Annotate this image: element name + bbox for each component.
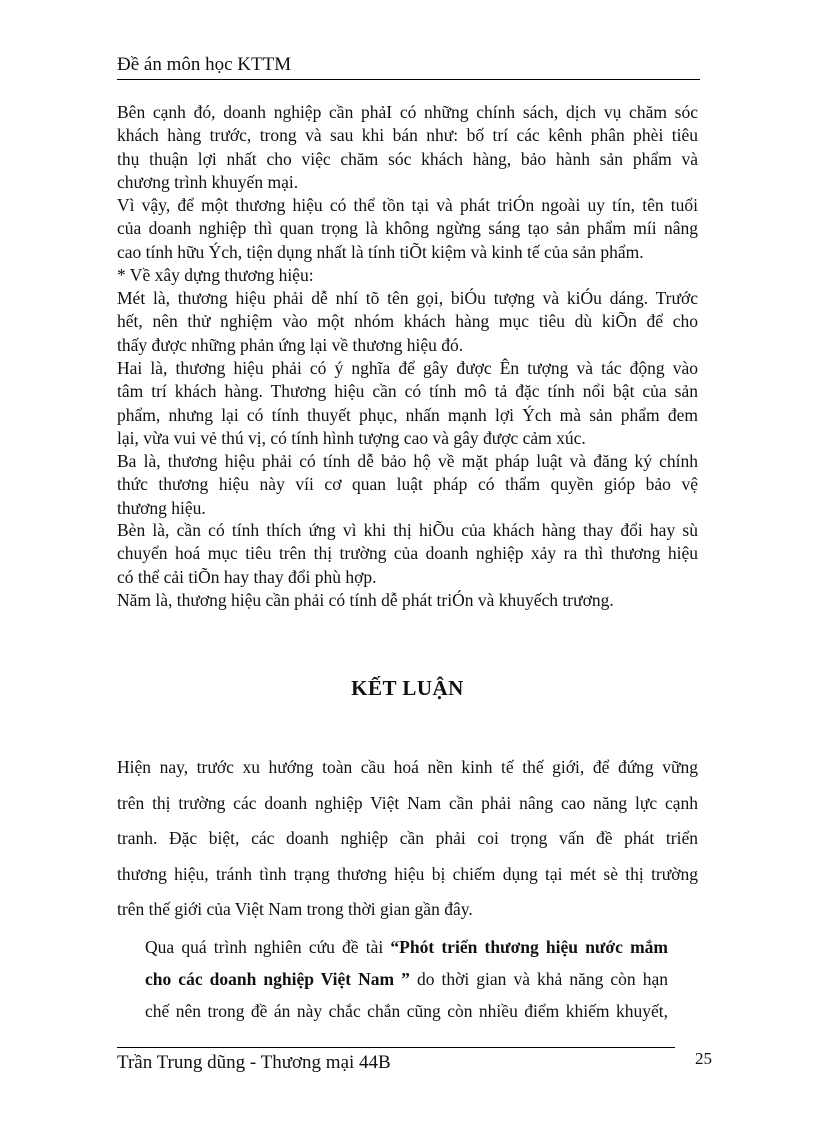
section-heading-brand-building — [117, 264, 698, 287]
paragraph-third — [117, 450, 698, 520]
text-line: hết, nên thử nghiệm vào một nhóm khách hàng mục tiêu dù kiÕn để cho — [117, 311, 698, 332]
text-line: có thể cải tiÕn hay thay đổi phù hợp. — [117, 566, 377, 587]
text-line: thức thương hiệu này víi cơ quan luật pháp có thẩm quyền gióp bảo vệ — [117, 474, 698, 495]
page-header: Đề án môn học KTTM — [117, 53, 700, 80]
text-line — [145, 931, 668, 963]
topic-title-part2: cho các doanh nghiệp Việt Nam ” — [145, 969, 410, 989]
text-run: do thời gian và khả năng còn hạn — [409, 969, 668, 989]
text-line: chương trình khuyến mại. — [117, 171, 299, 192]
text-line: khách hàng trước, trong và sau khi bán như: bố trí các kênh phân phèi tiêu — [117, 125, 698, 146]
text-line: Hiện nay, trước xu hướng toàn cầu hoá nền kinh tế thế giới, để đứng vững — [117, 757, 698, 777]
text-line: tâm trí khách hàng. Thương hiệu cần có tính mô tả đặc tính nổi bật của sản — [117, 381, 698, 402]
paragraph-fourth — [117, 519, 698, 589]
text-line: chế nên trong đề án này chắc chắn cũng còn nhiều điểm khiếm khuyết, — [145, 1001, 668, 1021]
text-line: tranh. Đặc biệt, các doanh nghiệp cần phải coi trọng vấn đề phát triển — [117, 828, 698, 848]
text-line: phẩm, nhưng lại có tính thuyết phục, nhấn mạnh lợi Ých mà sản phẩm đem — [117, 404, 698, 425]
conclusion-title: KẾT LUẬN — [351, 676, 464, 700]
text-run: Qua quá trình nghiên cứu đề tài — [145, 937, 391, 957]
footer-author: Trần Trung dũng - Thương mại 44B — [117, 1052, 391, 1073]
footer-divider — [117, 1047, 675, 1048]
text-line: thấy được những phản ứng lại về thương hiệu đó. — [117, 334, 464, 355]
conclusion-paragraph — [117, 750, 698, 928]
text-line: Bên cạnh đó, doanh nghiệp cần phảI có những chính sách, dịch vụ chăm sóc — [117, 102, 698, 122]
text-line: lại, vừa vui vẻ thú vị, có tính hình tượng cao và gây được cảm xúc. — [117, 427, 586, 448]
text-line: cao tính hữu Ých, tiện dụng nhất là tính tiÕt kiệm và kinh tế của sản phẩm. — [117, 241, 644, 262]
paragraph-second — [117, 357, 698, 450]
text-line: trên thị trường các doanh nghiệp Việt Nam cần phải nâng cao năng lực cạnh — [117, 792, 698, 813]
paragraph-brand-survival — [117, 194, 698, 264]
paragraph-first — [117, 287, 698, 357]
conclusion-paragraph-2 — [145, 931, 668, 1027]
page-number: 25 — [695, 1049, 712, 1068]
text-line: thương hiệu. — [117, 497, 206, 518]
text-line: Năm là, thương hiệu cần phải có tính dễ phát triÓn và khuyếch trương. — [117, 590, 614, 610]
text-line: Vì vậy, để một thương hiệu có thể tồn tại và phát triÓn ngoài uy tín, tên tuổi — [117, 195, 698, 215]
paragraph-customer-care — [117, 101, 698, 194]
text-line — [145, 963, 668, 995]
text-line: trên thế giới của Việt Nam trong thời gian gần đây. — [117, 899, 473, 919]
text-line: của doanh nghiệp thì quan trọng là không ngừng sáng tạo sản phẩm míi nâng — [117, 218, 698, 239]
text-line: thụ thuận lợi nhất cho việc chăm sóc khách hàng, bảo hành sản phẩm và — [117, 148, 698, 169]
text-line: Ba là, thương hiệu phải có tính dễ bảo hộ về mặt pháp luật và đăng ký chính — [117, 451, 698, 471]
text-line: chuyển hoá mục tiêu trên thị trường của doanh nghiệp xảy ra thì thương hiệu — [117, 543, 698, 564]
text-line: Mét là, thương hiệu phải dễ nhí tõ tên gọi, biÓu tượng và kiÓu dáng. Trước — [117, 288, 698, 308]
paragraph-fifth — [117, 589, 698, 612]
text-line: thương hiệu, tránh tình trạng thương hiệu bị chiếm dụng tại mét sè thị trường — [117, 863, 698, 884]
topic-title-part1: “Phót triển thương hiệu nước mắm — [390, 937, 668, 957]
text-line: * Về xây dựng thương hiệu: — [117, 265, 314, 285]
text-line: Hai là, thương hiệu phải có ý nghĩa để gây được Ên tượng và tác động vào — [117, 358, 698, 378]
text-line: Bèn là, cần có tính thích ứng vì khi thị hiÕu của khách hàng thay đổi hay sù — [117, 520, 698, 540]
